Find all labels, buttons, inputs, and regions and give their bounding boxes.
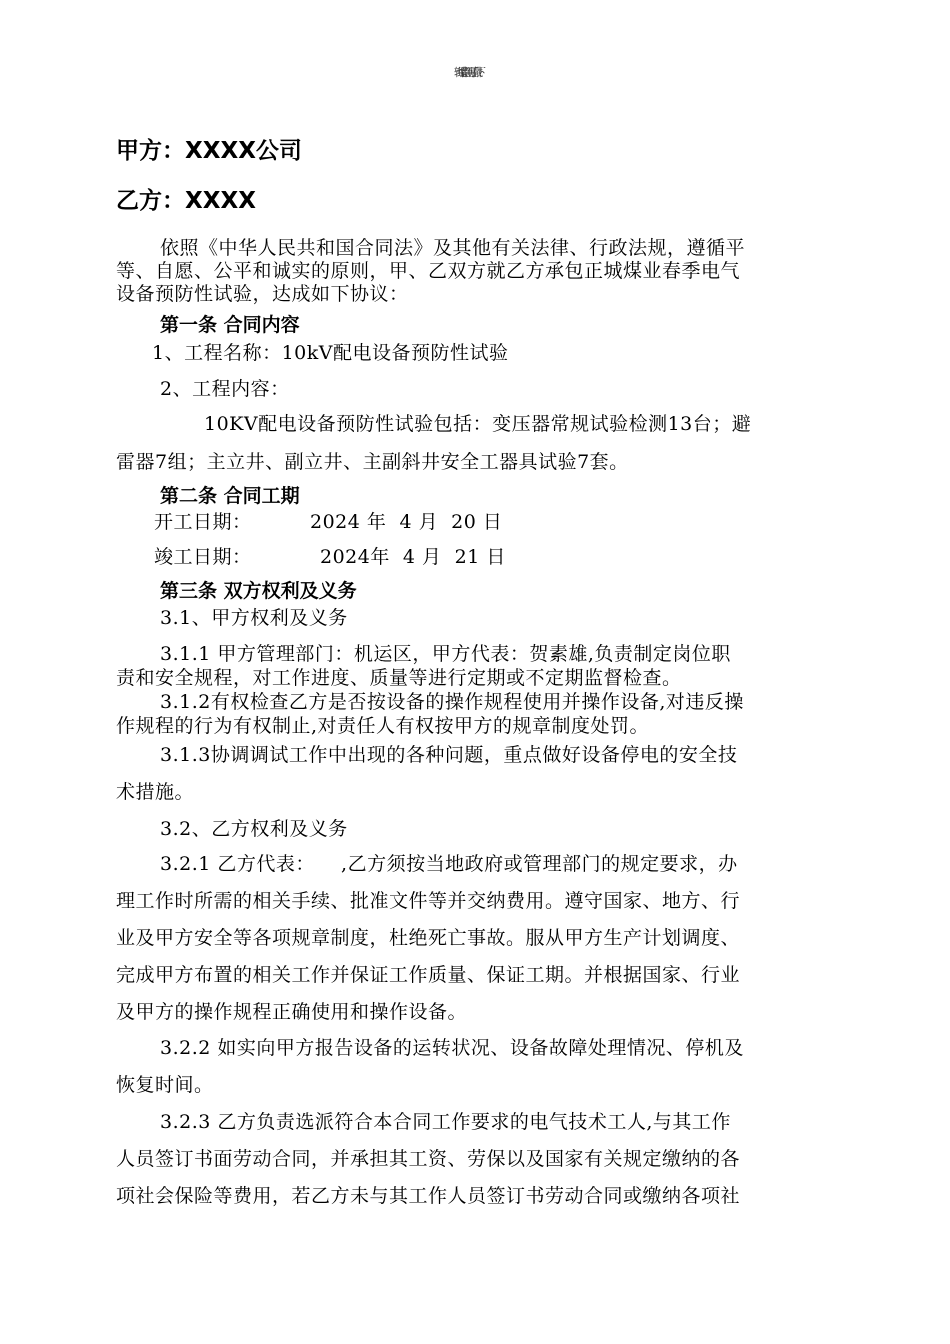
preamble-line: 等、自愿、公平和诚实的原则，甲、乙双方就乙方承包正城煤业春季电气 <box>116 260 741 282</box>
clause-3-2-3: 人员签订书面劳动合同，并承担其工资、劳保以及国家有关规定缴纳的各 <box>116 1148 741 1170</box>
article1-item2: 2、工程内容： <box>160 378 290 400</box>
start-date-value: 2024 年 4 月 20 日 <box>310 511 503 533</box>
article2-title: 第二条 合同工期 <box>160 485 300 507</box>
header-note <box>0 66 950 80</box>
clause-3-2-1: 及甲方的操作规程正确使用和操作设备。 <box>116 1001 468 1023</box>
article1-title: 第一条 合同内容 <box>160 314 300 336</box>
clause-3-1-1: 责和安全规程，对工作进度、质量等进行定期或不定期监督检查。 <box>116 667 682 689</box>
section-3-2: 3.2、乙方权利及义务 <box>160 818 348 840</box>
article3-title: 第三条 双方权利及义务 <box>160 580 357 602</box>
clause-3-1-2: 3.1.2有权检查乙方是否按设备的操作规程使用并操作设备,对违反操 <box>160 691 744 713</box>
party-a: 甲方：XXXX公司 <box>116 138 302 164</box>
clause-3-1-3: 术措施。 <box>116 781 195 803</box>
end-date-row <box>154 545 506 569</box>
end-date-value: 2024年 4 月 21 日 <box>320 546 506 568</box>
clause-3-2-1: 理工作时所需的相关手续、批准文件等并交纳费用。遵守国家、地方、行 <box>116 890 741 912</box>
clause-3-1-2: 作规程的行为有权制止,对责任人有权按甲方的规章制度处罚。 <box>116 715 650 737</box>
clause-3-2-1: 完成甲方布置的相关工作并保证工作质量、保证工期。并根据国家、行业 <box>116 964 741 986</box>
preamble-line: 依照《中华人民共和国合同法》及其他有关法律、行政法规，遵循平 <box>160 237 746 259</box>
start-date-row <box>154 510 502 534</box>
section-3-1: 3.1、甲方权利及义务 <box>160 607 348 629</box>
article1-item1: 1、工程名称：10kV配电设备预防性试验 <box>152 342 509 364</box>
clause-3-2-3: 项社会保险等费用，若乙方未与其工作人员签订书劳动合同或缴纳各项社 <box>116 1185 741 1207</box>
clause-3-2-1: 3.2.1 乙方代表： ,乙方须按当地政府或管理部门的规定要求，办 <box>160 853 738 875</box>
party-b: 乙方：XXXX <box>116 188 256 214</box>
end-date-label: 竣工日期： <box>154 546 252 568</box>
article1-content: 10KV配电设备预防性试验包括：变压器常规试验检测13台；避 <box>204 413 752 435</box>
clause-3-2-1: 业及甲方安全等各项规章制度，杜绝死亡事故。服从甲方生产计划调度、 <box>116 927 741 949</box>
clause-3-2-2: 恢复时间。 <box>116 1074 214 1096</box>
clause-3-2-2: 3.2.2 如实向甲方报告设备的运转状况、设备故障处理情况、停机及 <box>160 1037 744 1059</box>
clause-3-1-3: 3.1.3协调调试工作中出现的各种问题，重点做好设备停电的安全技 <box>160 744 738 766</box>
clause-3-1-1: 3.1.1 甲方管理部门：机运区，甲方代表：贺素雄,负责制定岗位职 <box>160 643 731 665</box>
clause-3-2-3: 3.2.3 乙方负责选派符合本合同工作要求的电气技术工人,与其工作 <box>160 1111 731 1133</box>
start-date-label: 开工日期： <box>154 511 252 533</box>
article1-content: 雷器7组；主立井、副立井、主副斜井安全工器具试验7套。 <box>116 451 629 473</box>
preamble-line: 设备预防性试验，达成如下协议： <box>116 283 409 305</box>
